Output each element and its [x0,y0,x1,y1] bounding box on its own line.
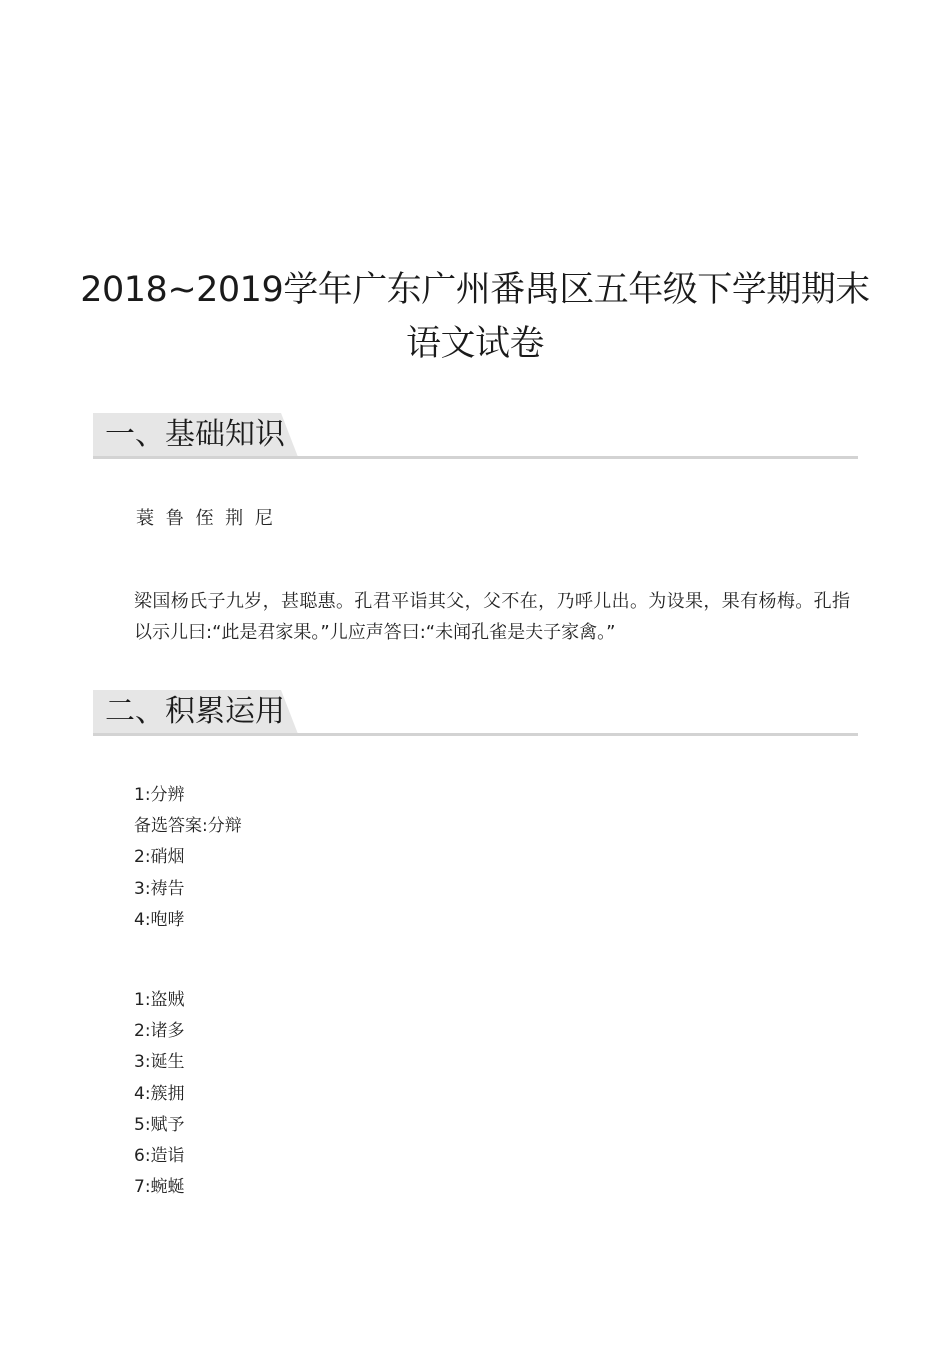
list-item: 备选答案:分辩 [134,816,242,837]
list-item: 2:诸多 [134,1021,185,1042]
section-header-accumulation [93,690,858,736]
page-title-line-1: 2018~2019学年广东广州番禺区五年级下学期期末 [80,270,870,310]
list-item: 4:簇拥 [134,1083,185,1104]
list-item: 1:盗贼 [134,990,185,1010]
list-item: 3:祷告 [134,878,185,899]
list-item: 3:诞生 [134,1052,185,1073]
section-header-basic-knowledge [93,413,858,459]
answer-list-2 [134,985,185,1203]
list-item: 6:造诣 [134,1145,185,1166]
page-title-line-2: 语文试卷 [405,324,544,364]
list-item: 4:咆哮 [134,909,185,930]
reading-passage: 梁国杨氏子九岁，甚聪惠。孔君平诣其父，父不在，乃呼儿出。为设果，果有杨梅。孔指以示儿曰:“此是君家果。”儿应声答曰:“未闻孔雀是夫子家禽。” [134,591,850,643]
list-item: 5:赋予 [134,1114,185,1135]
section-heading: 一、基础知识 [105,417,285,452]
list-item: 7:蜿蜒 [134,1177,185,1198]
answer-list-1 [134,780,242,936]
section-heading: 二、积累运用 [105,694,285,729]
character-list: 蓑 鲁 侄 荆 尼 [136,508,276,529]
list-item: 2:硝烟 [134,847,185,868]
list-item: 1:分辨 [134,785,185,805]
